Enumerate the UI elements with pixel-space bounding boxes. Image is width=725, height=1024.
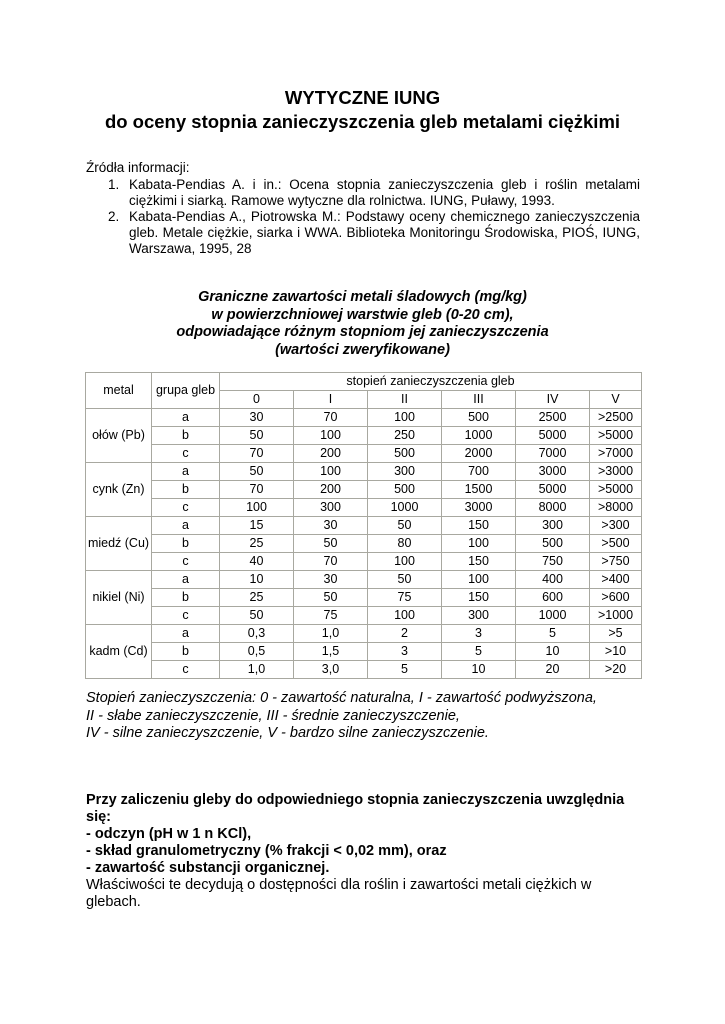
limit-value: 70 — [294, 553, 368, 571]
limit-value: >20 — [590, 661, 642, 679]
limit-value: 0,3 — [220, 625, 294, 643]
table-row — [86, 607, 642, 625]
limit-value: 3 — [442, 625, 516, 643]
limit-value: 5 — [368, 661, 442, 679]
limit-value: >500 — [590, 535, 642, 553]
soil-group: a — [152, 571, 220, 589]
header-level: V — [590, 391, 642, 409]
limit-value: 250 — [368, 427, 442, 445]
limit-value: 100 — [368, 409, 442, 427]
limit-value: 150 — [442, 553, 516, 571]
limit-value: >5000 — [590, 427, 642, 445]
table-row — [86, 553, 642, 571]
metal-name: ołów (Pb) — [86, 409, 152, 463]
limit-value: 1,0 — [220, 661, 294, 679]
soil-group: a — [152, 463, 220, 481]
table-row — [86, 517, 642, 535]
limit-value: >3000 — [590, 463, 642, 481]
source-text: Kabata-Pendias A. i in.: Ocena stopnia zanieczyszczenia gleb i roślin metalami ciężkimi i siarką. Ramowe wytyczne dla rolnictwa. IUNG, Puławy, 1993. — [129, 177, 640, 208]
note-line: - odczyn (pH w 1 n KCl), — [86, 826, 252, 842]
table-row — [86, 427, 642, 445]
limit-value: 1000 — [516, 607, 590, 625]
soil-group: b — [152, 427, 220, 445]
limit-value: 100 — [368, 607, 442, 625]
limit-value: 500 — [442, 409, 516, 427]
limit-value: 1,0 — [294, 625, 368, 643]
page-subtitle: do oceny stopnia zanieczyszczenia gleb metalami ciężkimi — [104, 111, 621, 132]
header-group: grupa gleb — [152, 373, 220, 409]
note-line: Przy zaliczeniu gleby do odpowiedniego stopnia zanieczyszczenia uwzględnia — [86, 792, 625, 808]
limits-table — [85, 372, 642, 679]
limit-value: 3000 — [516, 463, 590, 481]
limit-value: 50 — [368, 517, 442, 535]
legend-line: Stopień zanieczyszczenia: 0 - zawartość naturalna, I - zawartość podwyższona, — [86, 690, 597, 706]
metal-name: kadm (Cd) — [86, 625, 152, 679]
source-number: 1. — [108, 177, 120, 192]
table-row — [86, 463, 642, 481]
table-caption-line: Graniczne zawartości metali śladowych (mg/kg) — [198, 289, 527, 305]
limit-value: 50 — [294, 589, 368, 607]
metal-name: cynk (Zn) — [86, 463, 152, 517]
soil-group: c — [152, 661, 220, 679]
limit-value: 100 — [294, 427, 368, 445]
limit-value: >5 — [590, 625, 642, 643]
header-metal: metal — [86, 373, 152, 409]
soil-group: b — [152, 643, 220, 661]
note-line: - skład granulometryczny (% frakcji < 0,02 mm), oraz — [86, 843, 447, 859]
soil-group: c — [152, 499, 220, 517]
limit-value: 700 — [442, 463, 516, 481]
limit-value: 300 — [516, 517, 590, 535]
metal-name: miedź (Cu) — [86, 517, 152, 571]
table-caption-line: odpowiadające różnym stopniom jej zanieczyszczenia — [176, 324, 549, 340]
limit-value: 70 — [294, 409, 368, 427]
limit-value: 5000 — [516, 481, 590, 499]
source-number: 2. — [108, 209, 120, 224]
header-level: I — [294, 391, 368, 409]
limit-value: 1500 — [442, 481, 516, 499]
limit-value: 2500 — [516, 409, 590, 427]
limit-value: 25 — [220, 535, 294, 553]
limit-value: 300 — [442, 607, 516, 625]
limit-value: >8000 — [590, 499, 642, 517]
limit-value: >300 — [590, 517, 642, 535]
limit-value: >600 — [590, 589, 642, 607]
limit-value: 70 — [220, 445, 294, 463]
limit-value: 750 — [516, 553, 590, 571]
limit-value: 200 — [294, 481, 368, 499]
limit-value: 10 — [442, 661, 516, 679]
limit-value: 50 — [220, 427, 294, 445]
limit-value: 5 — [442, 643, 516, 661]
header-level: IV — [516, 391, 590, 409]
header-level: 0 — [220, 391, 294, 409]
limit-value: 50 — [294, 535, 368, 553]
limit-value: 2000 — [442, 445, 516, 463]
limit-value: 5000 — [516, 427, 590, 445]
limit-value: 2 — [368, 625, 442, 643]
limit-value: 20 — [516, 661, 590, 679]
limit-value: 25 — [220, 589, 294, 607]
limit-value: 30 — [294, 517, 368, 535]
limit-value: 400 — [516, 571, 590, 589]
limit-value: 75 — [294, 607, 368, 625]
limit-value: 1000 — [442, 427, 516, 445]
soil-group: b — [152, 589, 220, 607]
limit-value: >7000 — [590, 445, 642, 463]
limit-value: 75 — [368, 589, 442, 607]
soil-group: c — [152, 445, 220, 463]
sources-label: Źródła informacji: — [86, 160, 190, 175]
limit-value: 50 — [220, 607, 294, 625]
header-level: II — [368, 391, 442, 409]
limit-value: 150 — [442, 517, 516, 535]
limit-value: 100 — [442, 571, 516, 589]
limit-value: 500 — [516, 535, 590, 553]
limit-value: 50 — [220, 463, 294, 481]
limit-value: 10 — [220, 571, 294, 589]
limit-value: 600 — [516, 589, 590, 607]
table-caption-line: w powierzchniowej warstwie gleb (0-20 cm), — [211, 307, 514, 323]
soil-group: a — [152, 517, 220, 535]
limit-value: >5000 — [590, 481, 642, 499]
limit-value: 150 — [442, 589, 516, 607]
limit-value: 1,5 — [294, 643, 368, 661]
soil-group: a — [152, 409, 220, 427]
limit-value: 3000 — [442, 499, 516, 517]
limit-value: >1000 — [590, 607, 642, 625]
limit-value: 7000 — [516, 445, 590, 463]
limit-value: 50 — [368, 571, 442, 589]
legend-line: IV - silne zanieczyszczenie, V - bardzo silne zanieczyszczenie. — [86, 725, 489, 741]
limit-value: 500 — [368, 445, 442, 463]
page-title: WYTYCZNE IUNG — [284, 87, 441, 108]
legend-line: II - słabe zanieczyszczenie, III - średnie zanieczyszczenie, — [86, 708, 460, 724]
limit-value: >400 — [590, 571, 642, 589]
table-row — [86, 643, 642, 661]
limit-value: 15 — [220, 517, 294, 535]
note-line: glebach. — [86, 894, 141, 910]
limit-value: 100 — [220, 499, 294, 517]
soil-group: c — [152, 607, 220, 625]
soil-group: a — [152, 625, 220, 643]
limit-value: >2500 — [590, 409, 642, 427]
limit-value: 30 — [294, 571, 368, 589]
header-level: III — [442, 391, 516, 409]
table-row — [86, 499, 642, 517]
limit-value: >10 — [590, 643, 642, 661]
limit-value: 100 — [294, 463, 368, 481]
note-line: się: — [86, 809, 111, 825]
limit-value: 500 — [368, 481, 442, 499]
limit-value: 3 — [368, 643, 442, 661]
limit-value: 100 — [442, 535, 516, 553]
source-text: Kabata-Pendias A., Piotrowska M.: Podstawy oceny chemicznego zanieczyszczenia gleb. Metale ciężkie, siarka i WWA. Biblioteka Monitoringu Środowiska, PIOŚ, IUNG, Warszawa, 1995, 28 — [129, 209, 640, 256]
note-line: - zawartość substancji organicznej. — [86, 860, 330, 876]
source-item — [108, 177, 640, 209]
soil-group: b — [152, 481, 220, 499]
table-row — [86, 661, 642, 679]
soil-group: c — [152, 553, 220, 571]
table-row — [86, 625, 642, 643]
limit-value: 10 — [516, 643, 590, 661]
table-row — [86, 571, 642, 589]
soil-group: b — [152, 535, 220, 553]
limit-value: 70 — [220, 481, 294, 499]
limit-value: 30 — [220, 409, 294, 427]
table-row — [86, 409, 642, 427]
limit-value: 200 — [294, 445, 368, 463]
table-row — [86, 589, 642, 607]
limit-value: 8000 — [516, 499, 590, 517]
table-row — [86, 535, 642, 553]
source-item — [108, 209, 640, 257]
note-line: Właściwości te decydują o dostępności dla roślin i zawartości metali ciężkich w — [86, 877, 592, 893]
header-degree: stopień zanieczyszczenia gleb — [220, 373, 642, 391]
table-row — [86, 445, 642, 463]
limit-value: 3,0 — [294, 661, 368, 679]
limit-value: 40 — [220, 553, 294, 571]
limit-value: 100 — [368, 553, 442, 571]
limit-value: 300 — [294, 499, 368, 517]
limit-value: 0,5 — [220, 643, 294, 661]
table-row — [86, 481, 642, 499]
limit-value: 80 — [368, 535, 442, 553]
table-caption-line: (wartości zweryfikowane) — [275, 342, 450, 358]
metal-name: nikiel (Ni) — [86, 571, 152, 625]
limit-value: 1000 — [368, 499, 442, 517]
limit-value: >750 — [590, 553, 642, 571]
limit-value: 5 — [516, 625, 590, 643]
limit-value: 300 — [368, 463, 442, 481]
